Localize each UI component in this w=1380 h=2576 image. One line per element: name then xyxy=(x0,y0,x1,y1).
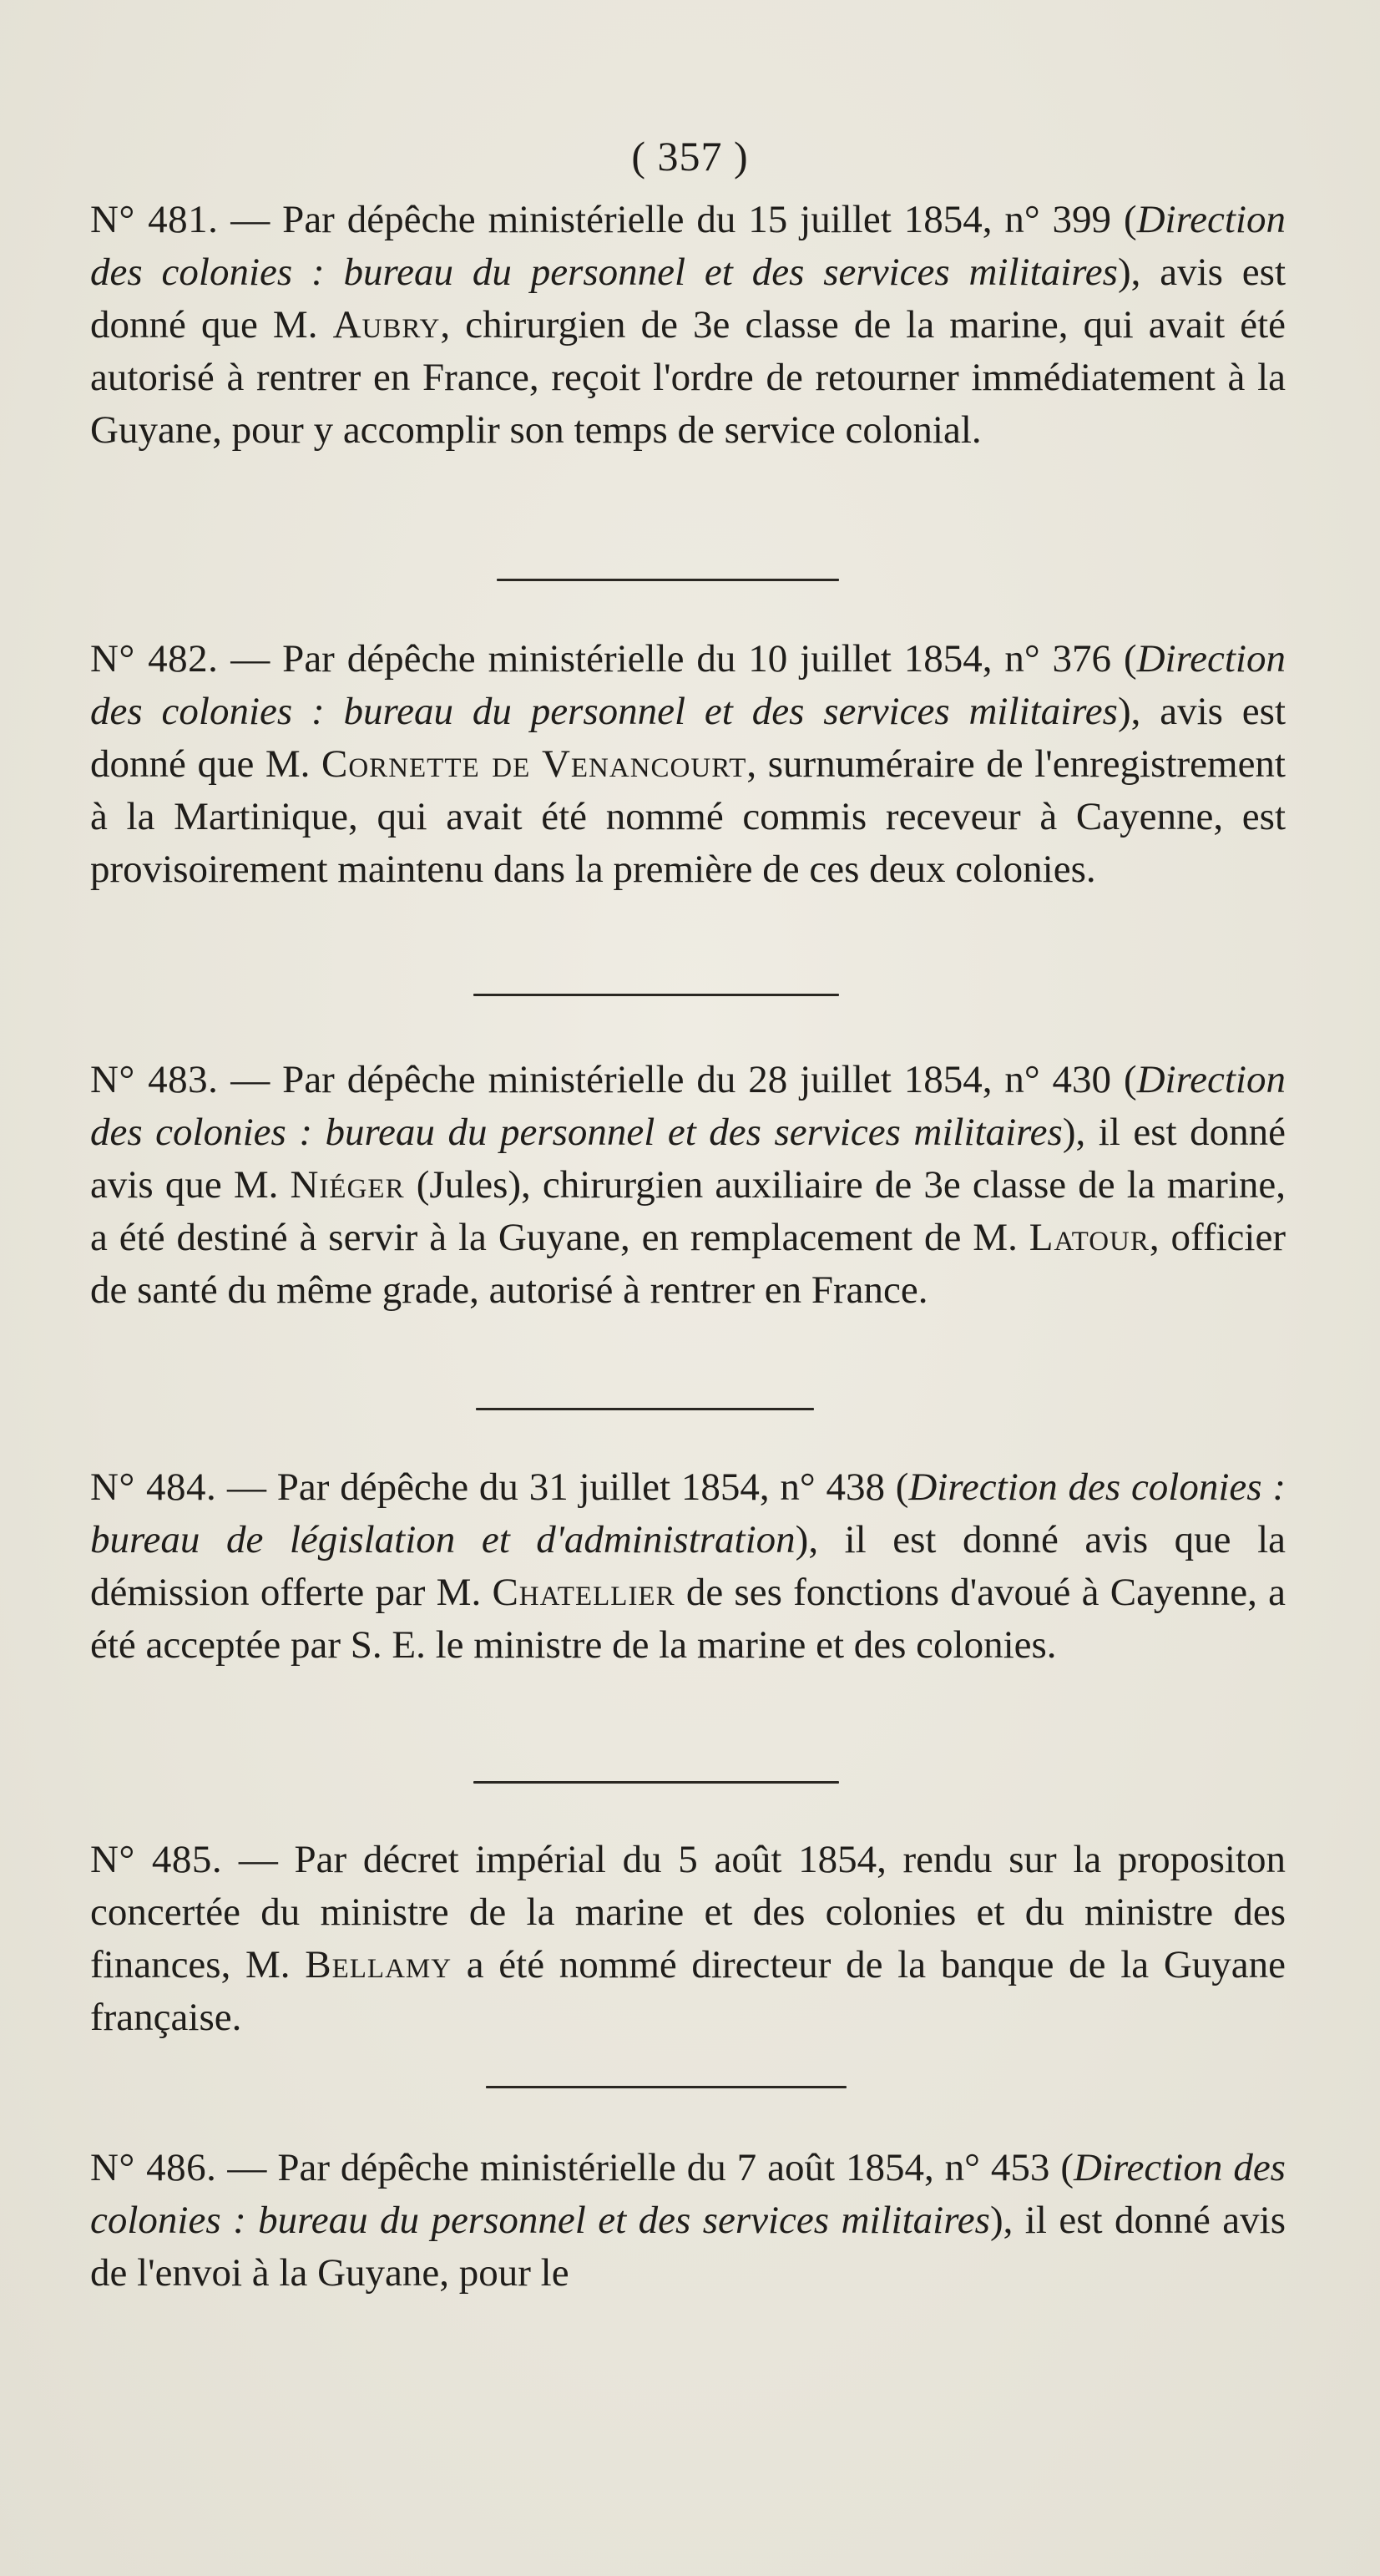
person-name: Cornette de Venancourt xyxy=(321,742,747,786)
entry-483 xyxy=(90,1054,1286,1317)
entry-text: N° 481. — Par dépêche ministérielle du 15 juillet 1854, n° 399 (Direction des colonies : bureau du personnel et des services militaires), avis est donné que M. Aubry, chirurgien de 3e classe de la marine, qui avait été autorisé à rentrer en France, reçoit l'ordre de retourner immédiatement à la Guyane, pour y accomplir son temps de service colonial. xyxy=(90,198,1286,452)
direction-label: Direction des colonies : bureau du personnel et des services militaires xyxy=(90,1058,1286,1154)
page-number: ( 357 ) xyxy=(631,133,749,180)
direction-label: Direction des colonies : bureau du personnel et des services militaires xyxy=(90,198,1286,294)
entry-number: N° 482. xyxy=(90,637,219,681)
entry-481 xyxy=(90,194,1286,457)
separator-rule xyxy=(473,1781,839,1784)
entry-number: N° 484. xyxy=(90,1465,217,1509)
entry-number: N° 485. xyxy=(90,1838,223,1881)
entry-484 xyxy=(90,1461,1286,1672)
entry-number: N° 486. xyxy=(90,2146,217,2189)
entry-text: N° 482. — Par dépêche ministérielle du 10 juillet 1854, n° 376 (Direction des colonies : bureau du personnel et des services militaires), avis est donné que M. Cornette de Venancourt, surnuméraire de l'enregistrement à la Martinique, qui avait été nommé commis receveur à Cayenne, est provisoirement maintenu dans la première de ces deux colonies. xyxy=(90,637,1286,891)
person-name: Chatellier xyxy=(492,1571,675,1614)
entry-text: N° 486. — Par dépêche ministérielle du 7 août 1854, n° 453 (Direction des colonies : bureau du personnel et des services militaires), il est donné avis de l'envoi à la Guyane, pour le xyxy=(90,2146,1286,2295)
separator-rule xyxy=(473,994,839,996)
entry-number: N° 481. xyxy=(90,198,219,241)
direction-label: Direction des colonies : bureau du personnel et des services militaires xyxy=(90,2146,1286,2242)
person-name: Bellamy xyxy=(305,1943,452,1986)
entry-485 xyxy=(90,1834,1286,2044)
entry-number: N° 483. xyxy=(90,1058,219,1101)
person-name: Niéger xyxy=(290,1163,405,1207)
direction-label: Direction des colonies : bureau de législation et d'administration xyxy=(90,1465,1286,1561)
person-name: Aubry xyxy=(332,303,441,347)
entry-482 xyxy=(90,633,1286,896)
entry-text: N° 484. — Par dépêche du 31 juillet 1854, n° 438 (Direction des colonies : bureau de législation et d'administration), il est donné avis que la démission offerte par M. Chatellier de ses fonctions d'avoué à Cayenne, a été acceptée par S. E. le ministre de la marine et des colonies. xyxy=(90,1465,1286,1667)
entry-text: N° 485. — Par décret impérial du 5 août 1854, rendu sur la propositon concertée du ministre de la marine et des colonies et du ministre des finances, M. Bellamy a été nommé directeur de la banque de la Guyane française. xyxy=(90,1838,1286,2039)
separator-rule xyxy=(497,579,839,581)
separator-rule xyxy=(486,2086,847,2088)
person-name: Latour xyxy=(1029,1216,1150,1259)
entry-486 xyxy=(90,2142,1286,2300)
entry-text: N° 483. — Par dépêche ministérielle du 28 juillet 1854, n° 430 (Direction des colonies : bureau du personnel et des services militaires), il est donné avis que M. Niéger (Jules), chirurgien auxiliaire de 3e classe de la marine, a été destiné à servir à la Guyane, en remplacement de M. Latour, officier de santé du même grade, autorisé à rentrer en France. xyxy=(90,1058,1286,1312)
separator-rule xyxy=(476,1408,814,1410)
direction-label: Direction des colonies : bureau du personnel et des services militaires xyxy=(90,637,1286,733)
